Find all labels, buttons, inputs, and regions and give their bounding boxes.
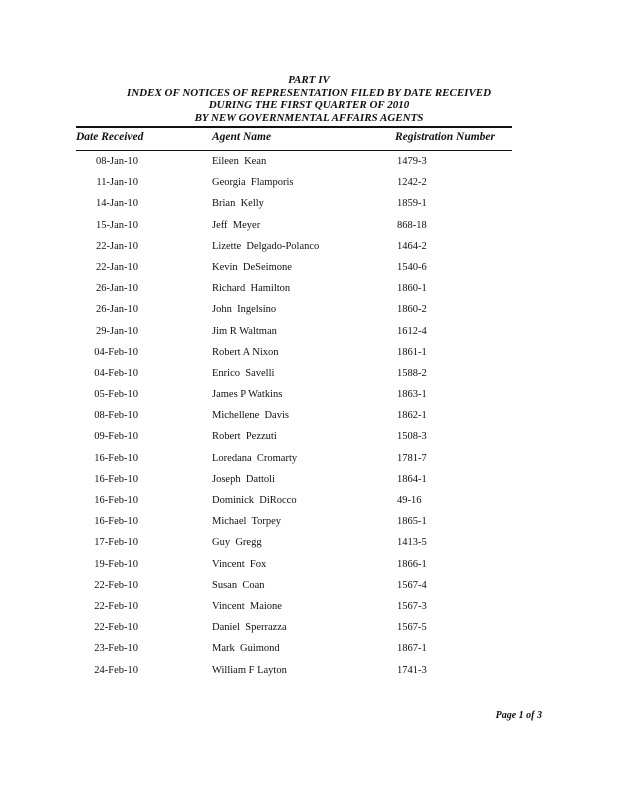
registration-number-cell: 1781-7 — [397, 452, 427, 464]
registration-number-cell: 868-18 — [397, 219, 427, 231]
agent-name-cell: James P Watkins — [212, 389, 283, 401]
table-row — [0, 365, 618, 386]
agent-name-cell: Vincent Maione — [212, 600, 282, 612]
agent-name-cell: Enrico Savelli — [212, 367, 275, 379]
agent-name-cell: Lizette Delgado-Polanco — [212, 240, 320, 252]
agent-name-cell: Joseph Dattoli — [212, 473, 275, 485]
column-header-date: Date Received — [76, 131, 144, 143]
registration-number-cell: 1861-1 — [397, 346, 427, 358]
registration-number-cell: 1413-5 — [397, 537, 427, 549]
registration-number-cell: 1588-2 — [397, 367, 427, 379]
date-cell: 22-Feb-10 — [94, 622, 138, 634]
table-row — [0, 662, 618, 683]
table-row — [0, 301, 618, 322]
table-body — [0, 153, 618, 683]
column-header-registration: Registration Number — [395, 131, 496, 143]
agent-name-cell: Michellene Davis — [212, 410, 289, 422]
agent-name-cell: John Ingelsino — [212, 304, 277, 316]
index-subtitle: BY NEW GOVERNMENTAL AFFAIRS AGENTS — [194, 111, 424, 124]
table-row — [0, 640, 618, 661]
date-cell: 29-Jan-10 — [96, 325, 138, 337]
date-cell: 19-Feb-10 — [94, 558, 138, 570]
table-row — [0, 259, 618, 280]
agent-name-cell: Brian Kelly — [212, 198, 264, 210]
table-row — [0, 217, 618, 238]
agent-name-cell: Jeff Meyer — [212, 219, 261, 231]
registration-number-cell: 1464-2 — [397, 240, 427, 252]
document-header — [0, 74, 618, 124]
agent-name-cell: Loredana Cromarty — [212, 452, 298, 464]
table-row — [0, 153, 618, 174]
page-number: Page 1 of 3 — [495, 710, 542, 721]
date-cell: 04-Feb-10 — [94, 346, 138, 358]
column-header-agent: Agent Name — [212, 131, 272, 143]
index-title: INDEX OF NOTICES OF REPRESENTATION FILED BY DATE RECEIVED — [126, 86, 492, 99]
date-cell: 23-Feb-10 — [94, 643, 138, 655]
registration-number-cell: 1540-6 — [397, 261, 427, 273]
date-cell: 08-Jan-10 — [96, 156, 138, 167]
registration-number-cell: 1567-4 — [397, 579, 427, 591]
registration-number-cell: 1867-1 — [397, 643, 427, 655]
table-row — [0, 238, 618, 259]
registration-number-cell: 1862-1 — [397, 410, 427, 422]
table-row — [0, 280, 618, 301]
registration-number-cell: 1865-1 — [397, 516, 427, 528]
date-cell: 05-Feb-10 — [94, 389, 138, 401]
agent-name-cell: Guy Gregg — [212, 537, 262, 549]
table-row — [0, 323, 618, 344]
table-row — [0, 619, 618, 640]
date-cell: 17-Feb-10 — [94, 537, 138, 549]
agent-name-cell: Robert A Nixon — [212, 346, 279, 358]
table-row — [0, 386, 618, 407]
agent-name-cell: Georgia Flamporis — [212, 177, 294, 189]
table-row — [0, 174, 618, 195]
agent-name-cell: Jim R Waltman — [212, 325, 277, 337]
part-title: PART IV — [288, 74, 330, 86]
date-cell: 04-Feb-10 — [94, 367, 138, 379]
agent-name-cell: Mark Guimond — [212, 643, 280, 655]
table-header-rule — [76, 150, 512, 151]
table-row — [0, 471, 618, 492]
table-row — [0, 513, 618, 534]
table-top-rule — [76, 126, 512, 128]
date-cell: 09-Feb-10 — [94, 431, 138, 443]
date-cell: 11-Jan-10 — [96, 177, 138, 189]
table-row — [0, 344, 618, 365]
date-cell: 16-Feb-10 — [94, 495, 138, 506]
registration-number-cell: 49-16 — [397, 495, 422, 506]
agent-name-cell: Robert Pezzuti — [212, 431, 277, 443]
table-row — [0, 577, 618, 598]
date-cell: 15-Jan-10 — [96, 219, 138, 231]
index-period: DURING THE FIRST QUARTER OF 2010 — [208, 99, 410, 111]
agent-name-cell: Michael Torpey — [212, 516, 282, 528]
registration-number-cell: 1567-3 — [397, 600, 427, 612]
registration-number-cell: 1866-1 — [397, 558, 427, 570]
agent-name-cell: Daniel Sperrazza — [212, 622, 287, 634]
registration-number-cell: 1863-1 — [397, 389, 427, 401]
table-row — [0, 450, 618, 471]
table-row — [0, 598, 618, 619]
table-row — [0, 556, 618, 577]
agent-name-cell: Susan Coan — [212, 579, 265, 591]
agent-name-cell: Vincent Fox — [212, 558, 267, 570]
date-cell: 16-Feb-10 — [94, 473, 138, 485]
date-cell: 08-Feb-10 — [94, 410, 138, 422]
registration-number-cell: 1508-3 — [397, 431, 427, 443]
registration-number-cell: 1860-2 — [397, 304, 427, 316]
agent-name-cell: Kevin DeSeimone — [212, 261, 292, 273]
agent-name-cell: Eileen Kean — [212, 156, 267, 167]
table-row — [0, 492, 618, 513]
date-cell: 22-Jan-10 — [96, 261, 138, 273]
date-cell: 24-Feb-10 — [94, 664, 138, 676]
date-cell: 22-Feb-10 — [94, 579, 138, 591]
registration-number-cell: 1864-1 — [397, 473, 427, 485]
agent-name-cell: William F Layton — [212, 664, 287, 676]
registration-number-cell: 1567-5 — [397, 622, 427, 634]
registration-number-cell: 1242-2 — [397, 177, 427, 189]
table-row — [0, 195, 618, 216]
date-cell: 14-Jan-10 — [96, 198, 138, 210]
date-cell: 16-Feb-10 — [94, 516, 138, 528]
date-cell: 22-Jan-10 — [96, 240, 138, 252]
table-row — [0, 428, 618, 449]
agent-name-cell: Dominick DiRocco — [212, 495, 297, 506]
table-row — [0, 534, 618, 555]
registration-number-cell: 1859-1 — [397, 198, 427, 210]
table-row — [0, 407, 618, 428]
registration-number-cell: 1741-3 — [397, 664, 427, 676]
date-cell: 22-Feb-10 — [94, 600, 138, 612]
registration-number-cell: 1612-4 — [397, 325, 427, 337]
date-cell: 26-Jan-10 — [96, 283, 138, 295]
date-cell: 16-Feb-10 — [94, 452, 138, 464]
registration-number-cell: 1479-3 — [397, 156, 427, 167]
agent-name-cell: Richard Hamilton — [212, 283, 291, 295]
registration-number-cell: 1860-1 — [397, 283, 427, 295]
date-cell: 26-Jan-10 — [96, 304, 138, 316]
